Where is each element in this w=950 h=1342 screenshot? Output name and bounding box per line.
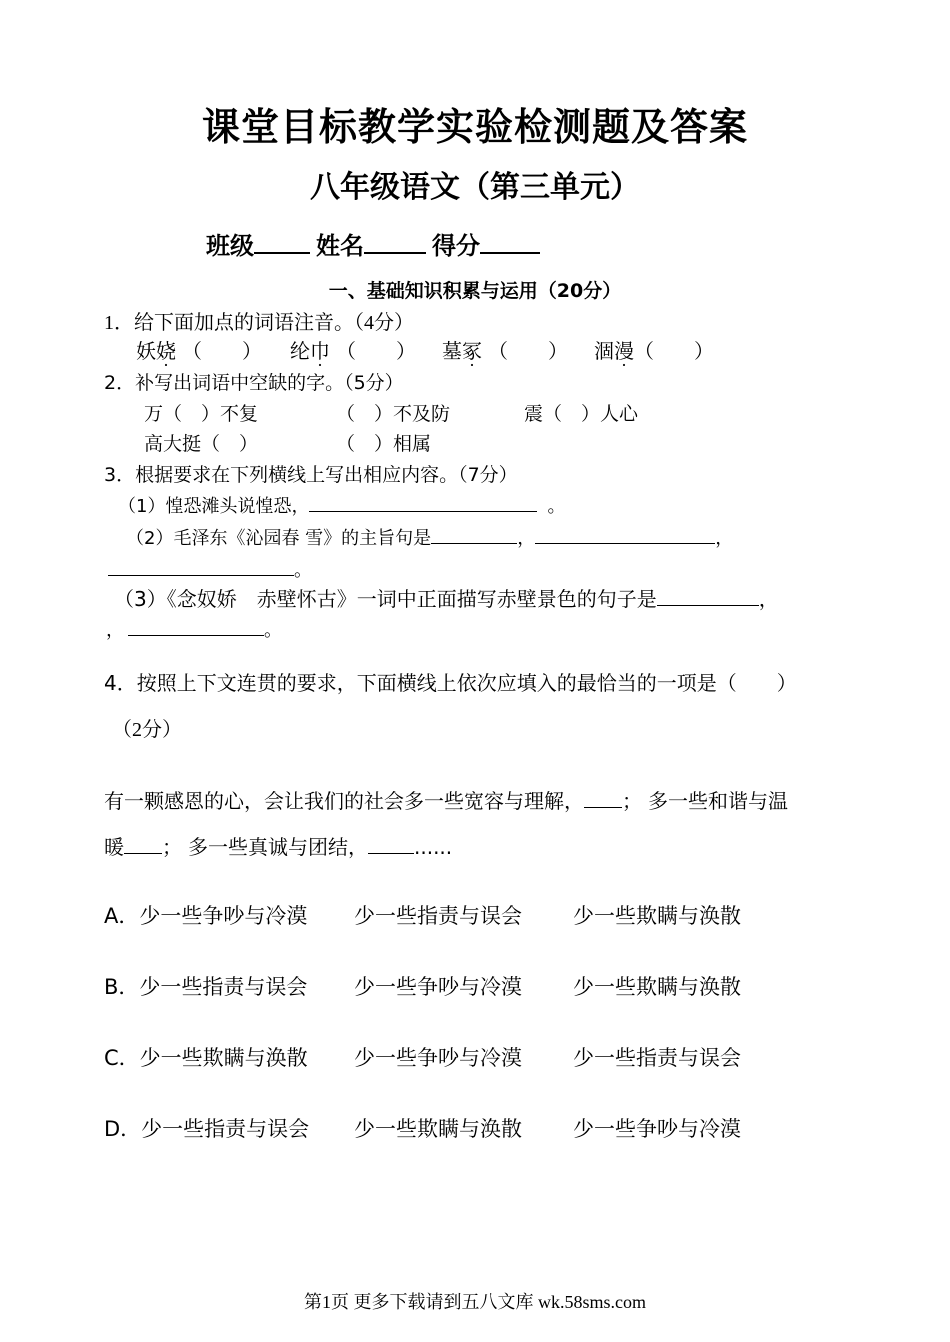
q3-part-3-continued: ， 。 <box>106 616 282 642</box>
score-label: 得分 <box>432 234 480 260</box>
q3-part-2-continued: 。 <box>108 556 312 582</box>
answer-blank <box>368 835 414 854</box>
document-title: 课堂目标教学实验检测题及答案 <box>201 107 748 149</box>
section-heading: 一、基础知识积累与运用（20分） <box>328 280 622 302</box>
score-blank <box>480 230 540 254</box>
answer-blank <box>657 587 759 606</box>
option-c: C．少一些欺瞒与涣散 少一些争吵与冷漠 少一些指责与误会 <box>104 1046 741 1070</box>
question-4-stem: 4．按照上下文连贯的要求，下面横线上依次应填入的最恰当的一项是（ ） <box>104 671 797 695</box>
question-1-items <box>136 335 936 367</box>
q3-part-1: （1）惶恐滩头说惶恐， 。 <box>118 492 565 518</box>
option-d: D．少一些指责与误会 少一些欺瞒与涣散 少一些争吵与冷漠 <box>104 1117 741 1141</box>
q4-passage-line-2: 暖 ； 多一些真诚与团结， ...... <box>104 835 453 859</box>
page-footer: 第1页 更多下载请到五八文库 wk.58sms.com <box>304 1292 646 1312</box>
q2-item: 震（ ）人心 <box>524 403 639 425</box>
option-a: A．少一些争吵与冷漠 少一些指责与误会 少一些欺瞒与涣散 <box>104 904 741 928</box>
answer-blank <box>431 525 517 544</box>
answer-blank <box>535 525 715 544</box>
question-2-stem: 2．补写出词语中空缺的字。（5分） <box>104 372 404 394</box>
answer-blank <box>128 617 264 636</box>
q1-item: 纶巾 （ ） <box>290 341 416 363</box>
answer-blank <box>108 557 294 576</box>
question-4-score: （2分） <box>112 719 182 741</box>
question-3-stem: 3．根据要求在下列横线上写出相应内容。（7分） <box>104 464 518 486</box>
q1-item: 妖娆 （ ） <box>136 341 262 363</box>
class-blank <box>254 230 310 254</box>
answer-blank <box>584 789 622 808</box>
q2-item: （ ）不及防 <box>336 403 451 425</box>
name-blank <box>364 230 426 254</box>
q3-part-2: （2）毛泽东《沁园春 雪》的主旨句是 ， ， <box>126 524 733 550</box>
answer-blank <box>124 835 162 854</box>
student-info-line <box>206 226 540 261</box>
q1-item: 涸漫（ ） <box>594 341 714 363</box>
q1-item: 墓冢 （ ） <box>442 341 568 363</box>
q3-part-3: （3）《念奴娇 赤壁怀古》一词中正面描写赤壁景色的句子是 ， <box>114 587 779 611</box>
q4-passage-line-1: 有一颗感恩的心，会让我们的社会多一些宽容与理解， ； 多一些和谐与温 <box>104 789 788 813</box>
class-label: 班级 <box>206 234 254 260</box>
document-subtitle: 八年级语文（第三单元） <box>310 171 640 204</box>
question-2-row-2 <box>144 429 924 459</box>
name-label: 姓名 <box>316 234 364 260</box>
answer-blank <box>309 493 537 512</box>
question-1-stem: 1．给下面加点的词语注音。（4分） <box>104 312 414 334</box>
q2-item: 万（ ）不复 <box>144 403 259 425</box>
q2-item: （ ）相属 <box>336 433 432 455</box>
question-2-row-1 <box>144 399 924 429</box>
q2-item: 高大挺（ ） <box>144 433 259 455</box>
option-b: B．少一些指责与误会 少一些争吵与冷漠 少一些欺瞒与涣散 <box>104 975 741 999</box>
